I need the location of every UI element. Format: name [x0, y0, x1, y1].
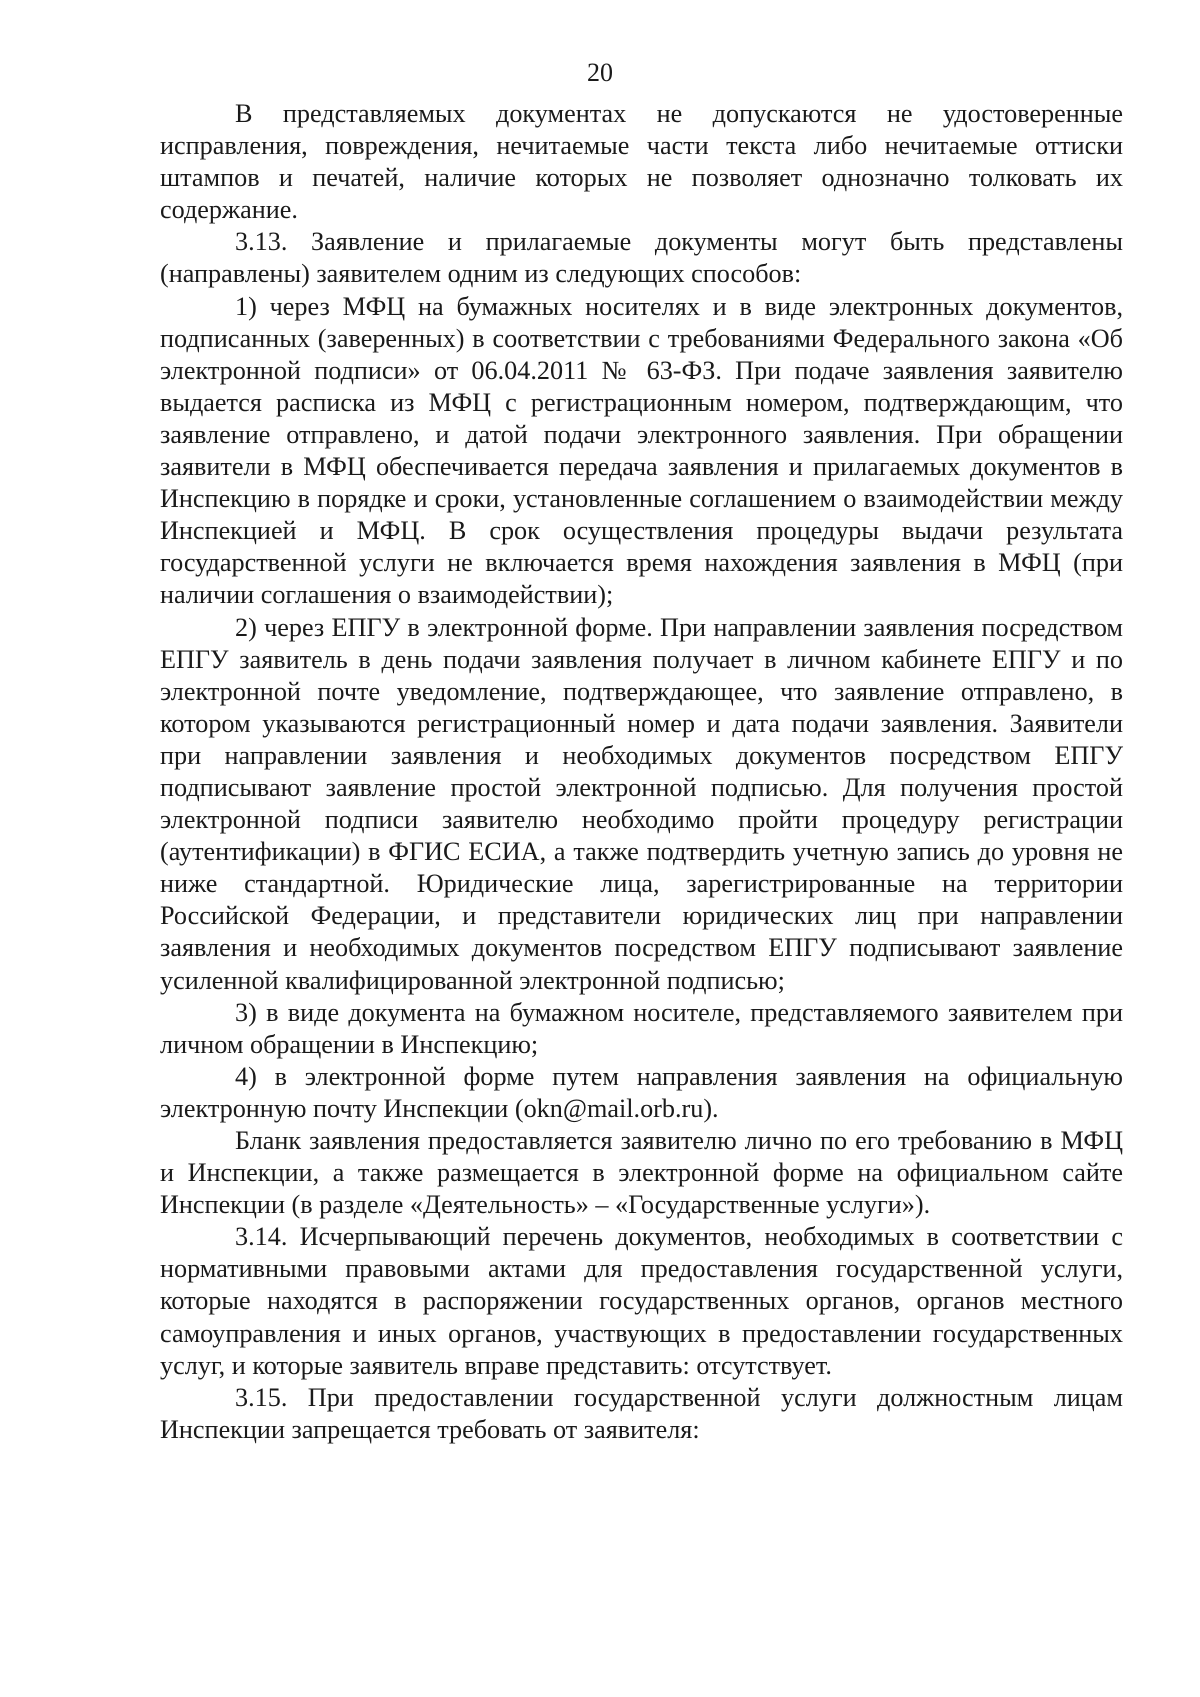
paragraph-method-paper: 3) в виде документа на бумажном носителе, представляемого заявителем при личном обращении в Инспекцию; — [160, 997, 1123, 1059]
document-body — [160, 98, 1123, 1446]
paragraph-method-mfc: 1) через МФЦ на бумажных носителях и в виде электронных документов, подписанных (заверенных) в соответствии с требованиями Федерального закона «Об электронной подписи» от 06.04.2011 № 63-ФЗ. При подаче заявления заявителю выдается расписка из МФЦ с регистрационным номером, подтверждающим, что заявление отправлено, и датой подачи электронного заявления. При обращении заявители в МФЦ обеспечивается передача заявления и прилагаемых документов в Инспекцию в порядке и сроки, установленные соглашением о взаимодействии между Инспекцией и МФЦ. В срок осуществления процедуры выдачи результата государственной услуги не включается время нахождения заявления в МФЦ (при наличии соглашения о взаимодействии); — [160, 291, 1123, 610]
paragraph-3-14: 3.14. Исчерпывающий перечень документов, необходимых в соответствии с нормативными правовыми актами для предоставления государственной услуги, которые находятся в распоряжении государственных органов, органов местного самоуправления и иных органов, участвующих в предоставлении государственных услуг, и которые заявитель вправе представить: отсутствует. — [160, 1222, 1123, 1380]
paragraph-method-email: 4) в электронной форме путем направления заявления на официальную электронную почту Инспекции (okn@mail.orb.ru). — [160, 1061, 1123, 1123]
page-number: 20 — [587, 58, 613, 87]
paragraph-documents-requirements: В представляемых документах не допускаются не удостоверенные исправления, повреждения, нечитаемые части текста либо нечитаемые оттиски штампов и печатей, наличие которых не позволяет однозначно толковать их содержание. — [160, 99, 1123, 225]
paragraph-3-15: 3.15. При предоставлении государственной услуги должностным лицам Инспекции запрещается требовать от заявителя: — [160, 1382, 1123, 1444]
paragraph-method-epgu: 2) через ЕПГУ в электронной форме. При направлении заявления посредством ЕПГУ заявитель в день подачи заявления получает в личном кабинете ЕПГУ и по электронной почте уведомление, подтверждающее, что заявление отправлено, в котором указываются регистрационный номер и дата подачи заявления. Заявители при направлении заявления и необходимых документов посредством ЕПГУ подписывают заявление простой электронной подписью. Для получения простой электронной подписи заявителю необходимо пройти процедуру регистрации (аутентификации) в ФГИС ЕСИА, а также подтвердить учетную запись до уровня не ниже стандартной. Юридические лица, зарегистрированные на территории Российской Федерации, и представители юридических лиц при направлении заявления и необходимых документов посредством ЕПГУ подписывают заявление усиленной квалифицированной электронной подписью; — [160, 612, 1123, 995]
paragraph-3-13: 3.13. Заявление и прилагаемые документы могут быть представлены (направлены) заявителем одним из следующих способов: — [160, 227, 1123, 289]
paragraph-application-form: Бланк заявления предоставляется заявителю лично по его требованию в МФЦ и Инспекции, а также размещается в электронной форме на официальном сайте Инспекции (в разделе «Деятельность» – «Государственные услуги»). — [160, 1126, 1123, 1220]
